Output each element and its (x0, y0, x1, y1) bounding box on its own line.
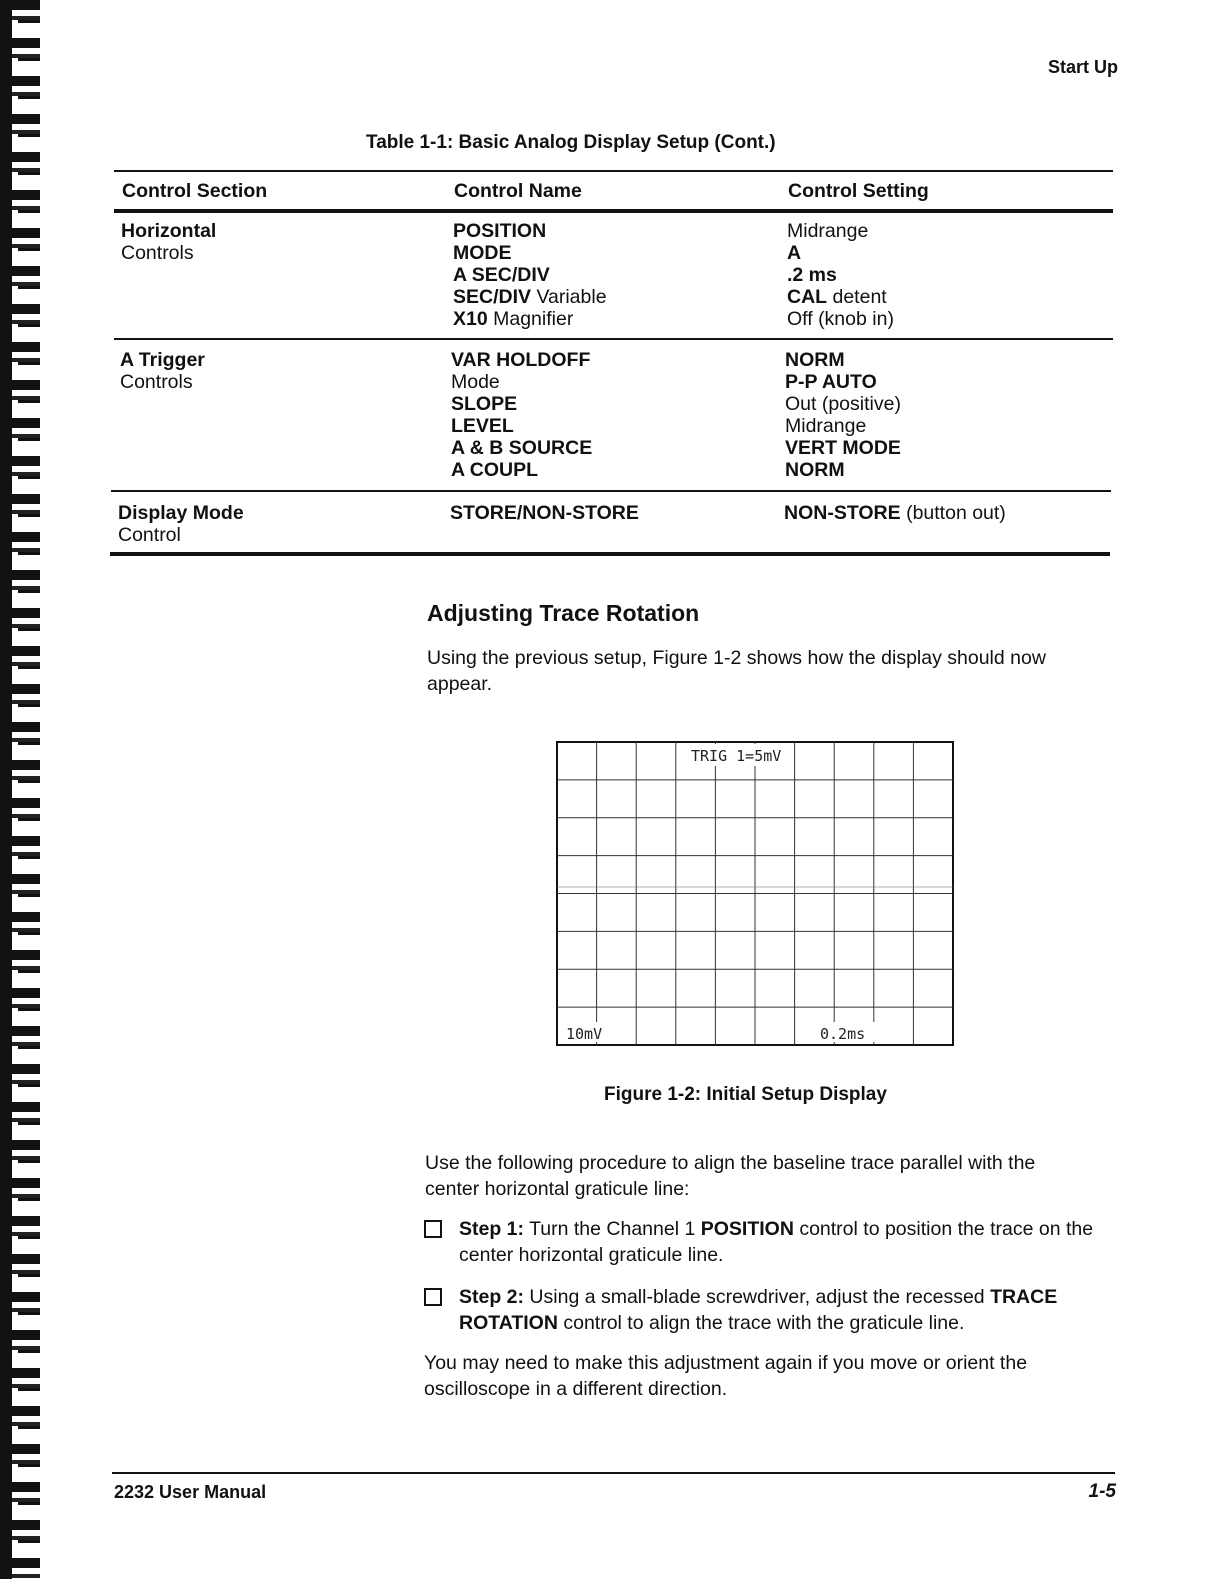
binding-notch (18, 1350, 40, 1353)
binding-notch (18, 1464, 40, 1467)
binding-notch (18, 552, 40, 555)
binding-notch (18, 1046, 40, 1049)
control-name-row: X10 Magnifier (453, 308, 574, 330)
oscilloscope-graticule-figure (556, 741, 954, 1046)
control-name-row: STORE/NON-STORE (450, 502, 639, 524)
binding-notch (18, 856, 40, 859)
control-setting-row: NON-STORE (button out) (784, 502, 1006, 524)
group-trigger-settings (785, 349, 901, 481)
binding-notch (18, 780, 40, 783)
binding-notch (18, 514, 40, 517)
binding-notch (18, 1426, 40, 1429)
control-setting-row: Midrange (787, 220, 869, 242)
section-subtitle: Controls (120, 371, 193, 393)
binding-notch (18, 894, 40, 897)
binding-notch (18, 1502, 40, 1505)
binding-notch (18, 628, 40, 631)
group-horizontal-settings (787, 220, 894, 330)
section-heading: Adjusting Trace Rotation (427, 600, 700, 626)
group-display-names (450, 502, 639, 524)
table-bottom-rule (110, 552, 1110, 556)
readout-bottom-right: 0.2ms (820, 1025, 866, 1043)
binding-notch (18, 20, 40, 23)
binding-notch (18, 1540, 40, 1543)
control-name-row: SEC/DIV Variable (453, 286, 607, 308)
control-setting-row: Out (positive) (785, 393, 901, 415)
running-head: Start Up (1047, 57, 1118, 77)
binding-notch (18, 666, 40, 669)
readout-bottom-left: 10mV (566, 1025, 603, 1043)
footer-manual-title: 2232 User Manual (114, 1482, 267, 1502)
control-name-row: POSITION (453, 220, 547, 242)
header-control-name: Control Name (454, 180, 582, 202)
section-subtitle: Controls (121, 242, 194, 264)
step-1 (424, 1216, 1104, 1272)
binding-notch (18, 970, 40, 973)
header-control-setting: Control Setting (788, 180, 929, 202)
section-title: Display Mode (118, 502, 244, 524)
binding-notch (18, 1084, 40, 1087)
group-horizontal-section (121, 220, 216, 264)
step-2-text: Step 2: Using a small-blade screwdriver, adjust the recessed TRACE ROTATION control to align the trace with the graticule line. (459, 1286, 1058, 1334)
binding-notch (18, 1008, 40, 1011)
binding-notch (18, 96, 40, 99)
binding-notch (18, 1236, 40, 1239)
binding-notch (18, 210, 40, 213)
binding-notch (18, 1274, 40, 1277)
binding-notch (18, 1122, 40, 1125)
control-name-row: VAR HOLDOFF (451, 349, 591, 371)
control-name-row: A COUPL (451, 459, 539, 481)
control-setting-row: A (787, 242, 802, 264)
table-caption: Table 1-1: Basic Analog Display Setup (Cont.) (366, 132, 776, 153)
binding-notch (18, 400, 40, 403)
binding-notch (18, 248, 40, 251)
section-title: A Trigger (120, 349, 205, 371)
footer-page-number: 1-5 (1088, 1481, 1116, 1502)
procedure-closing: You may need to make this adjustment again if you move or orient the oscilloscope in a different direction. (424, 1352, 1028, 1400)
binding-notch (18, 134, 40, 137)
footer-rule (112, 1472, 1115, 1474)
binding-notch (18, 1198, 40, 1201)
binding-notch (18, 438, 40, 441)
table-top-rule (114, 170, 1113, 172)
section-intro: Using the previous setup, Figure 1-2 shows how the display should now appear. (427, 647, 1046, 695)
binding-notch (18, 286, 40, 289)
control-name-row: SLOPE (451, 393, 518, 415)
section-subtitle: Control (118, 524, 181, 546)
binding-notch (18, 58, 40, 61)
step-2 (424, 1284, 1104, 1340)
checkbox-step-1[interactable] (424, 1220, 442, 1238)
binding-notch (18, 172, 40, 175)
control-setting-row: .2 ms (787, 264, 837, 286)
binding-notch (18, 1312, 40, 1315)
control-name-row: LEVEL (451, 415, 514, 437)
group-horizontal-names (453, 220, 607, 330)
binding-notch (18, 590, 40, 593)
binding-notch (18, 818, 40, 821)
readout-top: TRIG 1=5mV (691, 747, 782, 765)
section-title: Horizontal (121, 220, 217, 242)
binding-notch (18, 324, 40, 327)
control-setting-row: CAL detent (787, 286, 887, 308)
binding-notch (18, 742, 40, 745)
binding-notch (18, 1388, 40, 1391)
table-group-rule-2 (111, 490, 1111, 492)
group-display-settings (784, 502, 1006, 524)
procedure-intro: Use the following procedure to align the baseline trace parallel with the center horizontal graticule line: (425, 1152, 1036, 1200)
header-control-section: Control Section (122, 180, 268, 202)
control-setting-row: Midrange (785, 415, 867, 437)
control-name-row: Mode (451, 371, 500, 393)
group-trigger-section (120, 349, 205, 393)
table-group-rule-1 (114, 338, 1113, 340)
control-setting-row: NORM (785, 459, 845, 481)
binding-notch (18, 704, 40, 707)
binding-notch (18, 476, 40, 479)
control-setting-row: NORM (785, 349, 845, 371)
graticule-svg (556, 741, 954, 1046)
binding-notch (18, 1160, 40, 1163)
group-trigger-names (451, 349, 592, 481)
checkbox-step-2[interactable] (424, 1288, 442, 1306)
binding-notch (18, 932, 40, 935)
figure-caption: Figure 1-2: Initial Setup Display (604, 1084, 887, 1105)
group-display-section (118, 502, 244, 546)
control-setting-row: P-P AUTO (785, 371, 877, 393)
binding-notch (18, 362, 40, 365)
control-setting-row: VERT MODE (785, 437, 901, 459)
table-header-rule (114, 209, 1113, 213)
spiral-binding (0, 0, 40, 1579)
control-setting-row: Off (knob in) (787, 308, 894, 330)
step-1-text: Step 1: Turn the Channel 1 POSITION control to position the trace on the center horizontal graticule line. (459, 1218, 1094, 1266)
control-name-row: MODE (453, 242, 512, 264)
control-name-row: A SEC/DIV (453, 264, 550, 286)
control-name-row: A & B SOURCE (451, 437, 593, 459)
